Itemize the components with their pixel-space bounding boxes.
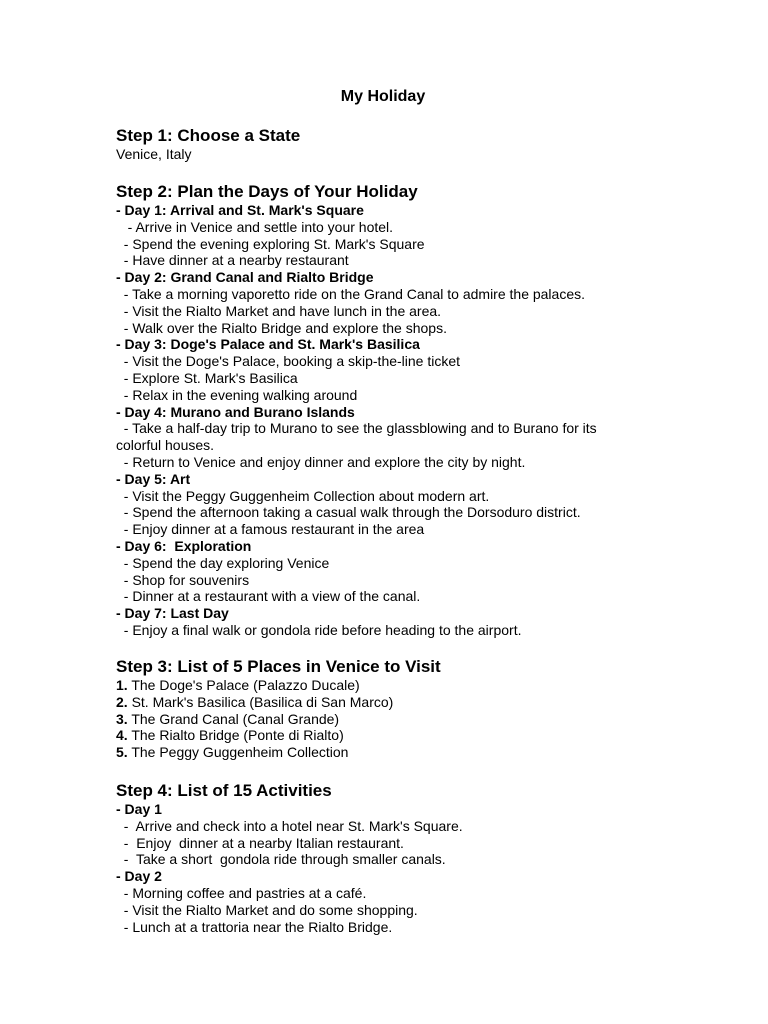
step2-line: - Take a half-day trip to Murano to see the glassblowing and to Burano for its — [116, 420, 597, 437]
place-number: 4. — [116, 727, 128, 744]
place-number: 3. — [116, 710, 128, 727]
step4-line: - Arrive and check into a hotel near St. Mark's Square. — [116, 817, 463, 834]
step4-line: - Visit the Rialto Market and do some shopping. — [116, 901, 418, 918]
step2-line: - Shop for souvenirs — [116, 571, 250, 588]
place-list-item — [116, 677, 676, 694]
step2-line: - Spend the evening exploring St. Mark's Square — [116, 235, 425, 252]
place-list-item — [116, 744, 676, 761]
step2-day-heading: - Day 5: Art — [116, 470, 191, 487]
step2-day-heading: - Day 7: Last Day — [116, 605, 229, 622]
step2-line: - Enjoy a final walk or gondola ride before heading to the airport. — [116, 621, 522, 638]
step2-line: colorful houses. — [116, 437, 215, 454]
step1-section — [116, 126, 676, 163]
step2-lines — [116, 202, 676, 639]
place-number: 2. — [116, 693, 128, 710]
step4-line: - Lunch at a trattoria near the Rialto Bridge. — [116, 918, 393, 935]
step2-line: - Spend the afternoon taking a casual walk through the Dorsoduro district. — [116, 504, 581, 521]
step4-lines — [116, 801, 676, 935]
step2-section — [116, 182, 676, 639]
step2-line: - Return to Venice and enjoy dinner and explore the city by night. — [116, 453, 526, 470]
step2-line: - Visit the Peggy Guggenheim Collection about modern art. — [116, 487, 490, 504]
step3-section — [116, 657, 676, 761]
step2-line: - Have dinner at a nearby restaurant — [116, 252, 349, 269]
step2-day-heading: - Day 4: Murano and Burano Islands — [116, 403, 355, 420]
place-name: The Grand Canal (Canal Grande) — [127, 710, 340, 727]
step2-line: - Enjoy dinner at a famous restaurant in the area — [116, 521, 425, 538]
place-list-item — [116, 711, 676, 728]
place-number: 1. — [116, 677, 128, 693]
step4-line: - Morning coffee and pastries at a café. — [116, 884, 367, 901]
place-number: 5. — [116, 744, 128, 761]
place-name: The Doge's Palace (Palazzo Ducale) — [127, 677, 360, 693]
step2-line: - Take a morning vaporetto ride on the Grand Canal to admire the palaces. — [116, 285, 586, 302]
place-name: St. Mark's Basilica (Basilica di San Marco) — [127, 693, 394, 710]
step4-day-heading: - Day 2 — [116, 868, 162, 885]
place-name: The Rialto Bridge (Ponte di Rialto) — [127, 727, 344, 744]
step1-heading: Step 1: Choose a State — [116, 126, 301, 145]
step1-value: Venice, Italy — [116, 146, 192, 162]
place-list-item — [116, 694, 676, 711]
step2-line: - Walk over the Rialto Bridge and explore the shops. — [116, 319, 447, 336]
step3-list — [116, 677, 676, 761]
step2-line: - Visit the Doge's Palace, booking a skip-the-line ticket — [116, 353, 461, 370]
step4-line: - Enjoy dinner at a nearby Italian restaurant. — [116, 834, 404, 851]
page-title: My Holiday — [340, 88, 426, 105]
step2-line: - Relax in the evening walking around — [116, 386, 358, 403]
step2-line: - Dinner at a restaurant with a view of the canal. — [116, 588, 421, 605]
step4-day-heading: - Day 1 — [116, 801, 162, 817]
place-list-item — [116, 727, 676, 744]
step4-section — [116, 781, 676, 935]
step2-line: - Visit the Rialto Market and have lunch in the area. — [116, 302, 442, 319]
step2-line: - Arrive in Venice and settle into your hotel. — [116, 218, 394, 235]
place-name: The Peggy Guggenheim Collection — [127, 744, 349, 761]
step2-heading: Step 2: Plan the Days of Your Holiday — [116, 182, 418, 201]
step2-day-heading: - Day 2: Grand Canal and Rialto Bridge — [116, 269, 374, 286]
step3-heading: Step 3: List of 5 Places in Venice to Visit — [116, 657, 441, 676]
step2-day-heading: - Day 1: Arrival and St. Mark's Square — [116, 202, 364, 218]
step2-line: - Explore St. Mark's Basilica — [116, 369, 298, 386]
step2-day-heading: - Day 3: Doge's Palace and St. Mark's Basilica — [116, 336, 420, 353]
step2-line: - Spend the day exploring Venice — [116, 554, 330, 571]
step4-heading: Step 4: List of 15 Activities — [116, 781, 332, 800]
step4-line: - Take a short gondola ride through smaller canals. — [116, 851, 446, 868]
step2-day-heading: - Day 6: Exploration — [116, 537, 252, 554]
